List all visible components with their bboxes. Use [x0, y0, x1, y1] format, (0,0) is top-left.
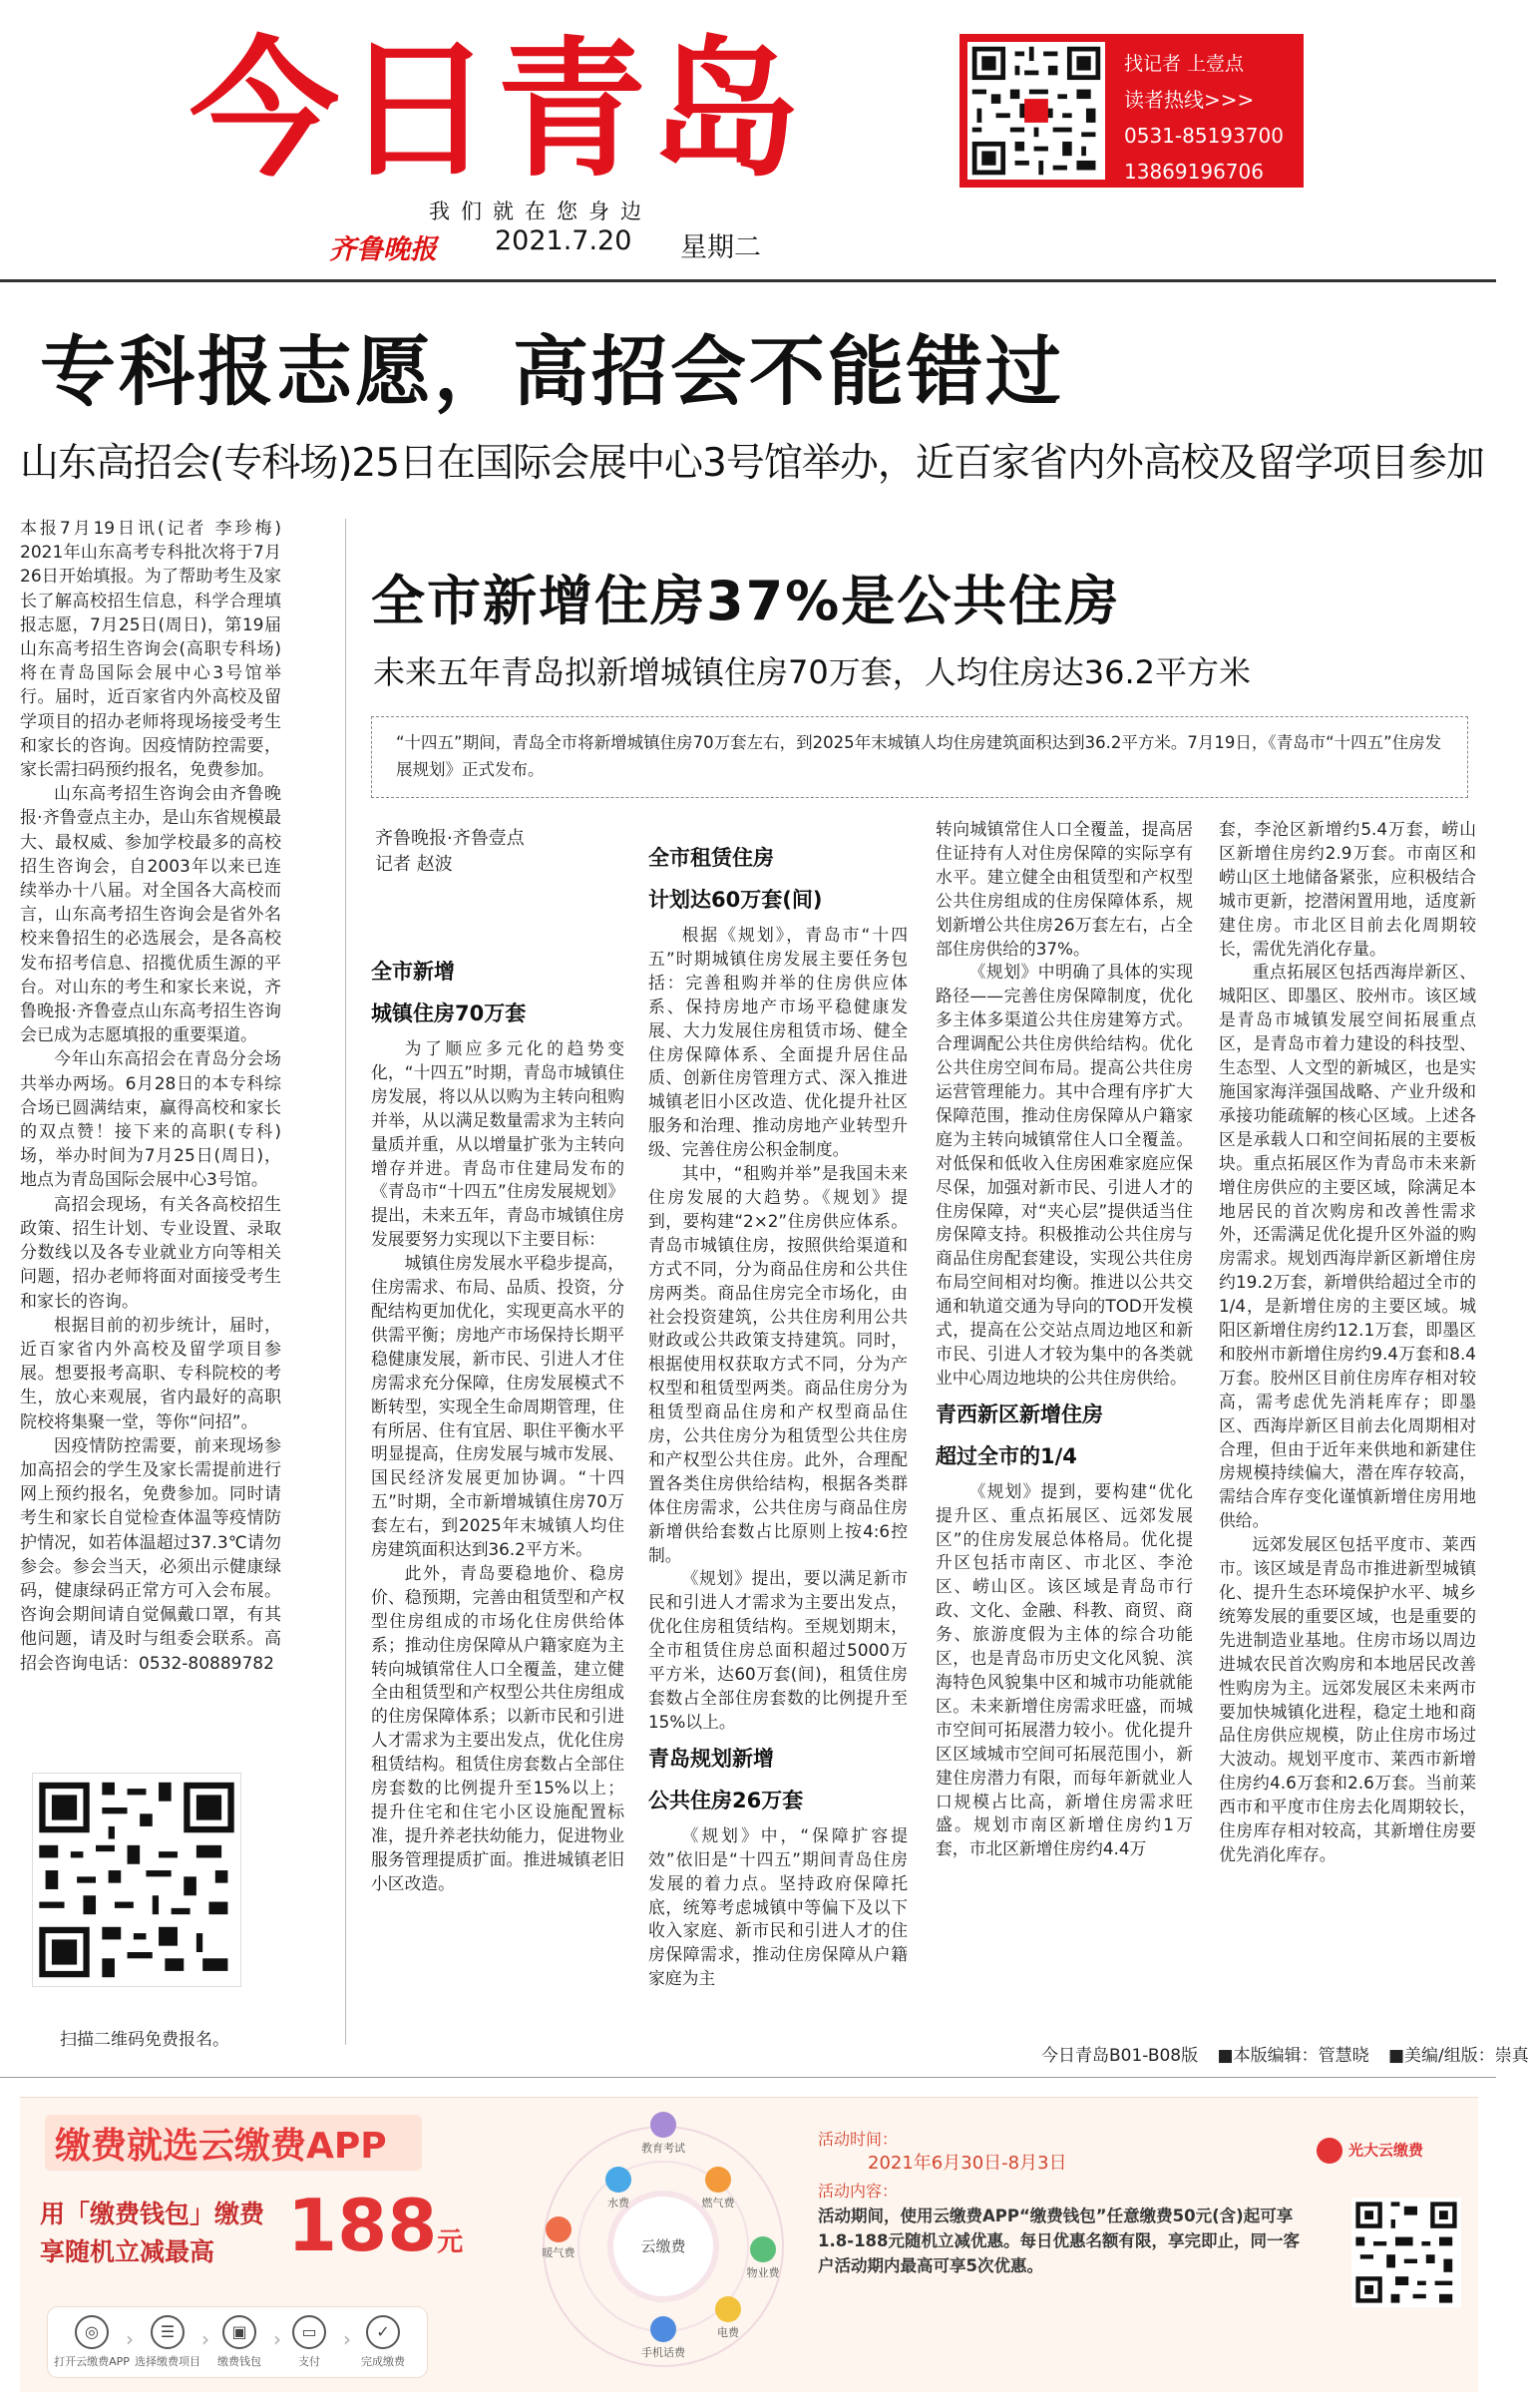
- story-paragraph: 重点拓展区包括西海岸新区、城阳区、即墨区、胶州市。该区域是青岛市城镇发展空间拓展重点区，是青岛市着力建设的科技型、生态型、人文型的新城区，也是实施国家海洋强国战略、产业升级和承接功能疏解的核心区域。上述各区是承载人口和空间拓展的主要板块。重点拓展区作为青岛市未来新增住房供应的主要区域，除满足本地居民的首次购房和改善性需求外，还需满足优化提升区外溢的购房需求。规划西海岸新区新增住房约19.2万套，新增供给超过全市的1/4，是新增住房的主要区域。城阳区新增住房约12.1万套，即墨区和胶州市新增住房约9.4万套和8.4万套。胶州区目前住房库存相对较高，需考虑优先消耗库存；即墨区、西海岸新区目前去化周期相对合理，但由于近年来供地和新建住房规模持续偏大，潜在库存较高，需结合库存变化谨慎新增住房用地供给。: [1219, 962, 1476, 1531]
- hub-node-heating[interactable]: [529, 2216, 588, 2260]
- lightning-icon: [715, 2296, 741, 2322]
- story-title: 全市新增住房37%是公共住房: [371, 570, 1121, 632]
- issue-weekday: 星期二: [680, 232, 761, 263]
- story-lead-box: “十四五”期间，青岛全市将新增城镇住房70万套左右，到2025年末城镇人均住房建筑面积达到36.2平方米。7月19日，《青岛市“十四五”住房发展规划》正式发布。: [371, 716, 1468, 798]
- story-paragraph: 《规划》提出，要以满足新市民和引进人才需求为主要出发点，优化住房租赁结构。至规划期末，全市租赁住房总面积超过5000万平方米，达60万套(间)，租赁住房套数占全部住房套数的比例提升至15%以上。: [648, 1568, 908, 1732]
- section-heading: 公共住房26万套: [648, 1788, 804, 1812]
- hub-node-gas[interactable]: [688, 2167, 748, 2210]
- hub-node-electricity[interactable]: [698, 2296, 758, 2340]
- left-article: [20, 517, 281, 1676]
- arrow-right-icon: ›: [343, 2327, 351, 2351]
- masthead-divider: [0, 279, 1496, 282]
- hub-center: 云缴费: [613, 2197, 713, 2296]
- hub-node-phone[interactable]: [633, 2316, 693, 2360]
- hub-node-property[interactable]: [733, 2236, 793, 2280]
- story-paragraph: 《规划》提到，要构建“优化提升区、重点拓展区、远郊发展区”的住房发展总体格局。优化提升区包括市南区、市北区、李沧区、崂山区。该区域是青岛市行政、文化、金融、科教、商贸、商务、旅游度假为主体的综合功能区，也是青岛市历史文化风貌、滨海特色风貌集中区和城市功能就能区。未来新增住房需求旺盛，而城市空间可拓展潜力较小。优化提升区区域城市空间可拓展范围小，新建住房潜力有限，而每年新就业人口规模占比高，新增住房需求旺盛。规划市南区新增住房约1万套，市北区新增住房约4.4万: [936, 1480, 1193, 1859]
- left-paragraph: 山东高考招生咨询会由齐鲁晚报·齐鲁壹点主办，是山东省规模最大、最权威、参加学校最多的高校招生咨询会，自2003年以来已连续举办十八届。对全国各大高校而言，山东高考招生咨询会是省外名校来鲁招生的必选展会，是各高校发布招考信息、招揽优质生源的平台。对山东的考生和家长来说，齐鲁晚报·齐鲁壹点山东高考招生咨询会已成为志愿填报的重要渠道。: [20, 784, 281, 1046]
- qr-code-icon[interactable]: [1351, 2198, 1461, 2307]
- byline-reporter: 记者 赵波: [375, 854, 453, 875]
- ad-step-pay[interactable]: [269, 2315, 349, 2369]
- page-footer: [1027, 2041, 1529, 2066]
- ad-promo-line-1: 用「缴费钱包」缴费: [40, 2200, 265, 2228]
- byline-outlet: 齐鲁晚报·齐鲁壹点: [375, 828, 525, 849]
- story-subtitle: 未来五年青岛拟新增城镇住房70万套，人均住房达36.2平方米: [373, 653, 1251, 691]
- ad-step-label: 缴费钱包: [217, 2355, 261, 2368]
- story-column-3: [936, 818, 1193, 1861]
- ad-step-open-app[interactable]: [52, 2315, 132, 2369]
- story-paragraph: 转向城镇常住人口全覆盖，提高居住证持有人对住房保障的实际享有水平。建立健全由租赁型和产权型公共住房组成的住房保障体系，规划新增公共住房26万套左右，占全部住房供给的37%。: [936, 819, 1193, 959]
- paper-name: 齐鲁晚报: [329, 234, 437, 265]
- reader-hotline-box: [959, 34, 1304, 188]
- story-paragraph: 《规划》中明确了具体的实现路径——完善住房保障制度，优化多主体多渠道公共住房建筹方式。合理调配公共住房供给结构。优化公共住房空间布局。提高公共住房运营管理能力。其中合理有序扩大保障范围，推动住房保障从户籍家庭为主转向城镇常住人口全覆盖。对低保和低收入住房困难家庭应保尽保，加强对新市民、引进人才的住房保障，对“夹心层”提供适当住房保障支持。积极推动公共住房与商品住房配套建设，实现公共住房布局空间相对均衡。推进以公共交通和轨道交通为导向的TOD开发模式，提高在公交站点周边地区和新市民、引进人才较为集中的各类就业中心周边地块的公共住房供给。: [936, 962, 1193, 1388]
- arrow-right-icon: ›: [201, 2327, 209, 2351]
- hub-node-education[interactable]: [633, 2112, 693, 2156]
- left-paragraph: 今年山东高招会在青岛分会场共举办两场。6月28日的本专科综合场已圆满结束，赢得高校和家长的双点赞！接下来的高职(专科)场，举办时间为7月25日(周日)，地点为青岛国际会展中心3号馆。: [20, 1049, 281, 1191]
- education-icon: [650, 2112, 676, 2138]
- phone-icon: [650, 2316, 676, 2342]
- registration-qr-code-icon[interactable]: [32, 1773, 241, 1987]
- editor-info: ■本版编辑：管慧晓: [1217, 2046, 1369, 2066]
- building-icon: [750, 2236, 776, 2262]
- ad-amount-unit: 元: [437, 2227, 464, 2257]
- left-paragraph: 根据目前的初步统计，届时，近百家省内外高校及留学项目参展。想要报考高职、专科院校的考生，放心来观展，省内最好的高职院校将集聚一堂，等你“问招”。: [20, 1315, 281, 1432]
- ad-amount-value: 188: [287, 2184, 438, 2267]
- story-paragraph: 《规划》中，“保障扩容提效”依旧是“十四五”期间青岛住房发展的着力点。坚持政府保障托底，统筹考虑城镇中等偏下及以下收入家庭、新市民和引进人才的住房保障需求，推动住房保障从户籍家庭为主: [648, 1824, 908, 1989]
- ad-step-done[interactable]: [343, 2315, 423, 2369]
- story-paragraph: 其中，“租购并举”是我国未来住房发展的大趋势。《规划》提到，要构建“2×2”住房供应体系。青岛市城镇住房，按照供给渠道和方式不同，分为商品住房和公共住房两类。商品住房完全市场化，由社会投资建筑，公共住房利用公共财政或公共政策支持建筑。同时，根据使用权获取方式不同，分为产权型和租赁型两类。商品住房分为租赁型商品住房和产权型商品住房，公共住房分为租赁型公共住房和产权型公共住房。此外，合理配置各类住房供给结构，根据各类群体住房需求，公共住房与商品住房新增供给套数占比原则上按4:6控制。: [648, 1163, 908, 1565]
- issue-date: 2021.7.20: [495, 225, 632, 256]
- flame-icon: [705, 2167, 731, 2193]
- story-paragraph: 套，李沧区新增约5.4万套，崂山区新增住房约2.9万套。市南区和崂山区土地储备紧张，应积极结合城市更新，挖潜闲置用地，适度新建住房。市北区目前去化周期较长，需优先消化存量。: [1219, 819, 1476, 959]
- hub-node-water[interactable]: [588, 2167, 648, 2210]
- story-byline: [375, 826, 525, 878]
- ad-details: [818, 2128, 1307, 2278]
- masthead: [0, 0, 1496, 294]
- hotline-phone-2: 13869196706: [1124, 160, 1264, 184]
- story-paragraph: 此外，青岛要稳地价、稳房价、稳预期，完善由租赁型和产权型住房组成的市场化住房供给体系；推动住房保障从户籍家庭为主转向城镇常住人口全覆盖，建立健全由租赁型和产权型公共住房组成的住房保障体系；以新市民和引进人才需求为主要出发点，优化住房租赁结构。租赁住房套数占全部住房套数的比例提升至15%以上；提升住宅和住宅小区设施配置标准，提升养老扶幼能力，促进物业服务管理提质扩面。推进城镇老旧小区改造。: [371, 1562, 624, 1893]
- design-info: ■美编/组版：崇真: [1388, 2046, 1529, 2066]
- ad-time-value: 2021年6月30日-8月3日: [868, 2153, 1067, 2174]
- ad-step-select-item[interactable]: [128, 2315, 207, 2369]
- story-paragraph: 城镇住房发展水平稳步提高，住房需求、布局、品质、投资，分配结构更加优化，实现更高水平的供需平衡；房地产市场保持长期平稳健康发展，新市民、引进人才住房需求充分保障，住房发展模式不断转型，实现全生命周期管理，住有所居、住有宜居、职住平衡水平明显提高，住房发展与城市发展、国民经济发展更加协调。“十四五”时期，全市新增城镇住房70万套左右，到2025年末城镇人均住房建筑面积达到36.2平方米。: [371, 1253, 624, 1560]
- left-paragraph: 因疫情防控需要，前来现场参加高招会的学生及家长需提前进行网上预约报名，免费参加。同时请考生和家长自觉检查体温等疫情防护情况，如若体温超过37.3℃请勿参会。参会当天，必须出示健康绿码，健康绿码正常方可入会布展。咨询会期间请自觉佩戴口罩，有其他问题，请及时与组委会联系。高招会咨询电话：0532-80889782: [20, 1435, 281, 1674]
- ad-brand: [1317, 2138, 1466, 2178]
- hub-node-label: 物业费: [746, 2266, 780, 2279]
- hotline-text: [1124, 46, 1284, 190]
- hotline-label: 读者热线>>>: [1124, 88, 1255, 112]
- story-paragraph: 根据《规划》，青岛市“十四五”时期城镇住房发展主要任务包括：完善租购并举的住房供应体系、保持房地产市场平稳健康发展、大力发展住房租赁市场、健全住房保障体系、全面提升居住品质、创新住房管理方式、深入推进城镇老旧小区改造、优化提升社区服务和治理、推动房地产业转型升级、完善住房公积金制度。: [648, 925, 908, 1160]
- left-paragraph: 本报7月19日讯(记者 李珍梅) 2021年山东高考专科批次将于7月26日开始填报。为了帮助考生及家长了解高校招生信息，科学合理填报志愿，7月25日(周日)，第19届山东高考招生咨询会(高职专科场)将在青岛国际会展中心3号馆举行。届时，近百家省内外高校及留学项目的招办老师将现场接受考生和家长的咨询。因疫情防控需要，家长需扫码预约报名，免费参加。: [20, 519, 281, 781]
- ad-step-label: 支付: [298, 2355, 320, 2368]
- ad-step-label: 选择缴费项目: [135, 2355, 200, 2368]
- list-search-icon: ☰: [151, 2315, 185, 2349]
- ad-step-wallet[interactable]: [199, 2315, 279, 2369]
- app-icon: ◎: [75, 2315, 109, 2349]
- page-headline: 专科报志愿，高招会不能错过: [40, 327, 1064, 416]
- ad-content-label: 活动内容：: [818, 2182, 899, 2201]
- hub-node-label: 电费: [717, 2326, 739, 2339]
- qr-code-icon[interactable]: [967, 42, 1105, 180]
- story-column-2: [648, 834, 908, 1991]
- qr-caption: 扫描二维码免费报名。: [60, 2030, 229, 2050]
- arrow-right-icon: ›: [273, 2327, 281, 2351]
- ad-step-label: 完成缴费: [361, 2355, 405, 2368]
- story-column-4: [1219, 818, 1476, 1867]
- hub-node-label: 手机话费: [641, 2346, 685, 2359]
- ad-step-label: 打开云缴费APP: [54, 2355, 130, 2368]
- ad-promo-line-2: 享随机立减最高: [40, 2237, 215, 2266]
- masthead-slogan: 我们就在您身边: [429, 200, 652, 223]
- ad-steps: [48, 2307, 427, 2377]
- heater-icon: [546, 2216, 572, 2242]
- check-icon: ✓: [366, 2315, 400, 2349]
- hotline-phone-1: 0531-85193700: [1124, 124, 1284, 148]
- footer-divider: [0, 2077, 1496, 2078]
- left-paragraph: 高招会现场，有关各高校招生政策、招生计划、专业设置、录取分数线以及各专业就业方向等相关问题，招办老师将面对面接受考生和家长的咨询。: [20, 1194, 281, 1312]
- hub-node-label: 水费: [607, 2197, 629, 2209]
- story-paragraph: 为了顺应多元化的趋势变化，“十四五”时期，青岛市城镇住房发展，将以从以购为主转向租购并举，从以满足数量需求为主转向量质并重，从以增量扩张为主转向增存并进。青岛市住建局发布的《青岛市“十四五”住房发展规划》提出，未来五年，青岛市城镇住房发展要努力实现以下主要目标：: [371, 1038, 624, 1250]
- section-heading: 青岛规划新增: [648, 1746, 774, 1771]
- story-paragraph: 远郊发展区包括平度市、莱西市。该区域是青岛市推进新型城镇化、提升生态环境保护水平、城乡统筹发展的重要区域，也是重要的先进制造业基地。住房市场以周边进城农民首次购房和本地居民改善性购房为主。远郊发展区未来两市要加快城镇化进程，稳定土地和商品住房供应规模，防止住房市场过大波动。规划平度市、莱西市新增住房约4.6万套和2.6万套。当前莱西市和平度市住房去化周期较长，住房库存相对较高，其新增住房要优先消化库存。: [1219, 1534, 1476, 1864]
- story-column-1: [371, 948, 624, 1896]
- hotline-slogan: 找记者 上壹点: [1124, 53, 1245, 75]
- water-drop-icon: [605, 2167, 631, 2193]
- page-subheadline: 山东高招会(专科场)25日在国际会展中心3号馆举办，近百家省内外高校及留学项目参加: [20, 441, 1484, 486]
- section-heading: 超过全市的1/4: [936, 1443, 1077, 1468]
- ad-promo: [40, 2196, 264, 2271]
- wallet-icon: ▣: [222, 2315, 256, 2349]
- section-heading: 城镇住房70万套: [371, 1002, 527, 1025]
- hub-node-label: 暖气费: [542, 2246, 575, 2259]
- ad-content-body: 活动期间，使用云缴费APP“缴费钱包”任意缴费50元(含)起可享1.8-188元随机立减优惠。每日优惠名额有限，享完即止，同一客户活动期内最高可享5次优惠。: [818, 2207, 1301, 2275]
- ad-service-hub: [529, 2112, 798, 2381]
- arrow-right-icon: ›: [126, 2327, 134, 2351]
- newspaper-logo: 今日青岛: [190, 24, 805, 198]
- section-heading: 计划达60万套(间): [648, 888, 823, 912]
- ad-time-label: 活动时间：: [818, 2130, 899, 2149]
- section-heading: 全市租赁住房: [648, 846, 774, 870]
- payment-card-icon: ▭: [292, 2315, 326, 2349]
- ad-amount: [287, 2186, 463, 2282]
- brand-logo-icon: [1317, 2138, 1342, 2164]
- column-divider: [345, 519, 346, 2045]
- hub-node-label: 教育考试: [641, 2142, 685, 2155]
- section-heading: 青西新区新增住房: [936, 1402, 1103, 1426]
- section-heading: 全市新增: [371, 960, 455, 984]
- ad-title: 缴费就选云缴费APP: [55, 2126, 387, 2167]
- hub-node-label: 燃气费: [701, 2197, 735, 2209]
- brand-name: 光大云缴费: [1348, 2141, 1424, 2160]
- advertisement[interactable]: [20, 2097, 1478, 2392]
- edition-info: 今日青岛B01-B08版: [1041, 2046, 1199, 2066]
